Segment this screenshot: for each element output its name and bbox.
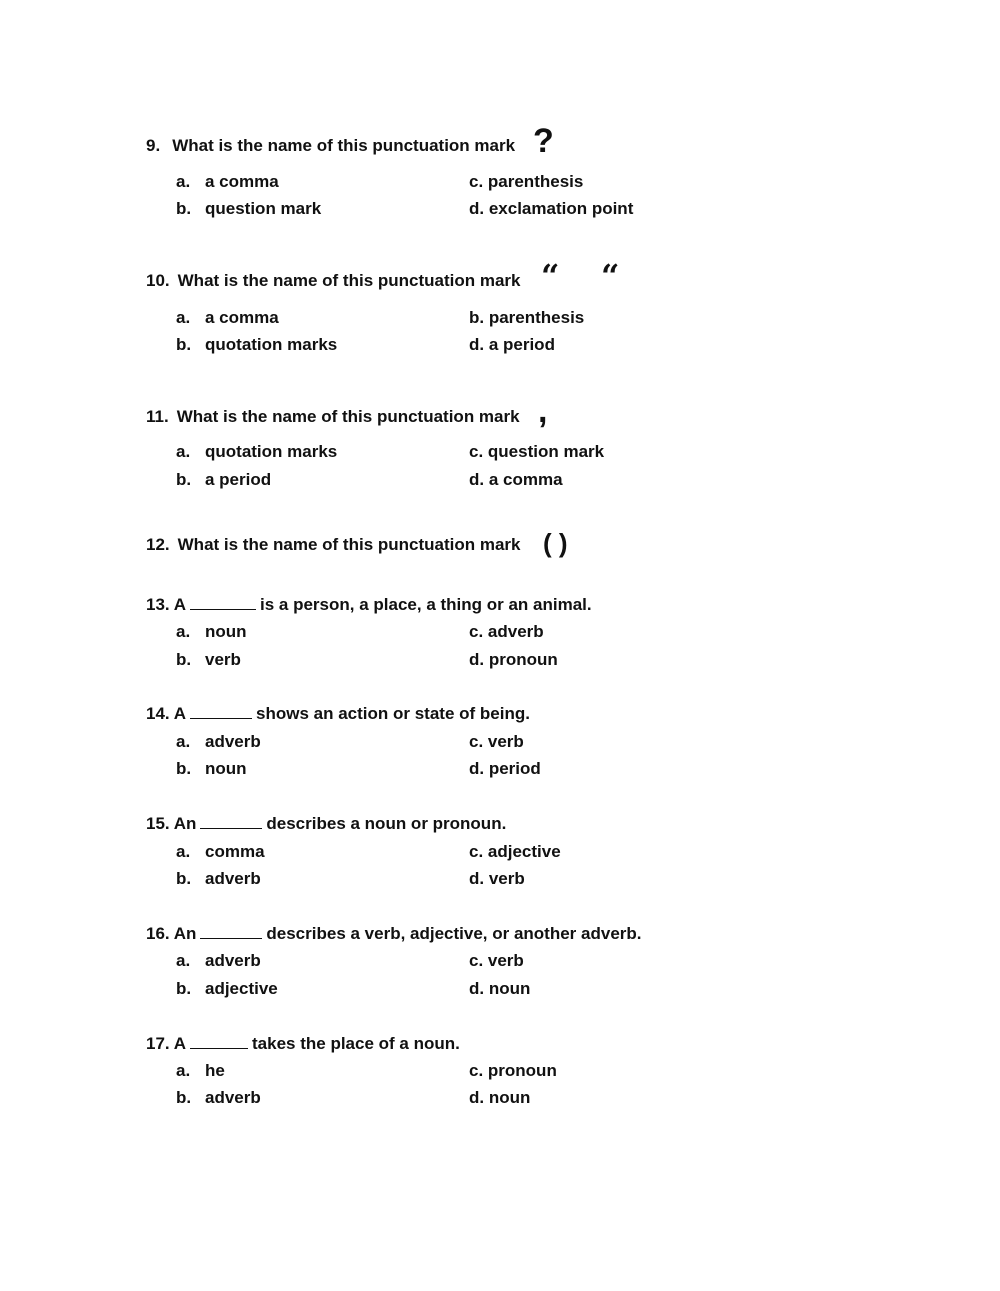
question-13 — [146, 594, 592, 616]
answer-blank[interactable] — [190, 704, 252, 719]
question-12 — [146, 534, 521, 556]
question-14 — [146, 703, 530, 725]
question-16 — [146, 923, 642, 945]
option-b[interactable]: b. quotation marks — [176, 335, 338, 354]
answer-blank[interactable] — [190, 595, 256, 610]
question-text: is a person, a place, a thing or an animal. — [260, 595, 592, 614]
option-d[interactable]: d. noun — [469, 1088, 531, 1107]
option-d[interactable]: d. verb — [469, 869, 525, 888]
question-text: takes the place of a noun. — [252, 1034, 460, 1053]
question-10 — [146, 270, 521, 292]
parentheses-symbol: ( ) — [543, 528, 568, 558]
question-11 — [146, 406, 520, 428]
question-number: 9. — [146, 136, 161, 155]
option-d[interactable]: d. period — [469, 759, 541, 778]
question-17 — [146, 1033, 460, 1055]
question-number: 13. A — [146, 595, 187, 614]
question-text: shows an action or state of being. — [256, 704, 530, 723]
option-c[interactable]: c. question mark — [469, 442, 605, 461]
question-text: What is the name of this punctuation mark — [176, 407, 520, 426]
option-d[interactable]: d. noun — [469, 979, 531, 998]
option-a[interactable]: a. a comma — [176, 172, 279, 191]
question-text: What is the name of this punctuation mark — [177, 271, 521, 290]
answer-blank[interactable] — [200, 814, 262, 829]
question-number: 11. — [146, 407, 169, 426]
option-d[interactable]: d. a comma — [469, 470, 563, 489]
question-text: describes a verb, adjective, or another adverb. — [266, 924, 642, 943]
option-b[interactable]: b. question mark — [176, 199, 322, 218]
option-a[interactable]: a. comma — [176, 842, 265, 861]
option-a[interactable]: a. noun — [176, 622, 247, 641]
option-a[interactable]: a. adverb — [176, 732, 261, 751]
question-text: describes a noun or pronoun. — [266, 814, 507, 833]
option-c[interactable]: c. verb — [469, 732, 524, 751]
question-text: What is the name of this punctuation mark — [177, 535, 521, 554]
option-c[interactable]: c. parenthesis — [469, 172, 584, 191]
quote-close-symbol: “ — [601, 257, 620, 295]
option-b-alt[interactable]: b. parenthesis — [469, 308, 585, 327]
option-b[interactable]: b. adverb — [176, 1088, 261, 1107]
option-c[interactable]: c. adverb — [469, 622, 544, 641]
option-a[interactable]: a. a comma — [176, 308, 279, 327]
option-b[interactable]: b. a period — [176, 470, 272, 489]
question-number: 17. A — [146, 1034, 187, 1053]
question-number: 16. An — [146, 924, 197, 943]
question-9 — [146, 135, 515, 157]
option-c[interactable]: c. pronoun — [469, 1061, 557, 1080]
option-d[interactable]: d. a period — [469, 335, 555, 354]
question-text: What is the name of this punctuation mark — [172, 136, 516, 155]
option-b[interactable]: b. adverb — [176, 869, 261, 888]
option-b[interactable]: b. verb — [176, 650, 241, 669]
question-number: 10. — [146, 271, 170, 290]
question-15 — [146, 813, 506, 835]
question-mark-symbol: ? — [533, 122, 554, 160]
option-d[interactable]: d. pronoun — [469, 650, 558, 669]
answer-blank[interactable] — [200, 924, 262, 939]
answer-blank[interactable] — [190, 1034, 248, 1049]
option-a[interactable]: a. he — [176, 1061, 225, 1080]
option-b[interactable]: b. noun — [176, 759, 247, 778]
option-a[interactable]: a. quotation marks — [176, 442, 338, 461]
comma-symbol: , — [538, 392, 548, 430]
option-c[interactable]: c. verb — [469, 951, 524, 970]
option-d[interactable]: d. exclamation point — [469, 199, 634, 218]
quote-open-symbol: “ — [541, 257, 560, 295]
question-number: 14. A — [146, 704, 187, 723]
option-c[interactable]: c. adjective — [469, 842, 561, 861]
question-number: 12. — [146, 535, 170, 554]
question-number: 15. An — [146, 814, 197, 833]
option-a[interactable]: a. adverb — [176, 951, 261, 970]
option-b[interactable]: b. adjective — [176, 979, 278, 998]
